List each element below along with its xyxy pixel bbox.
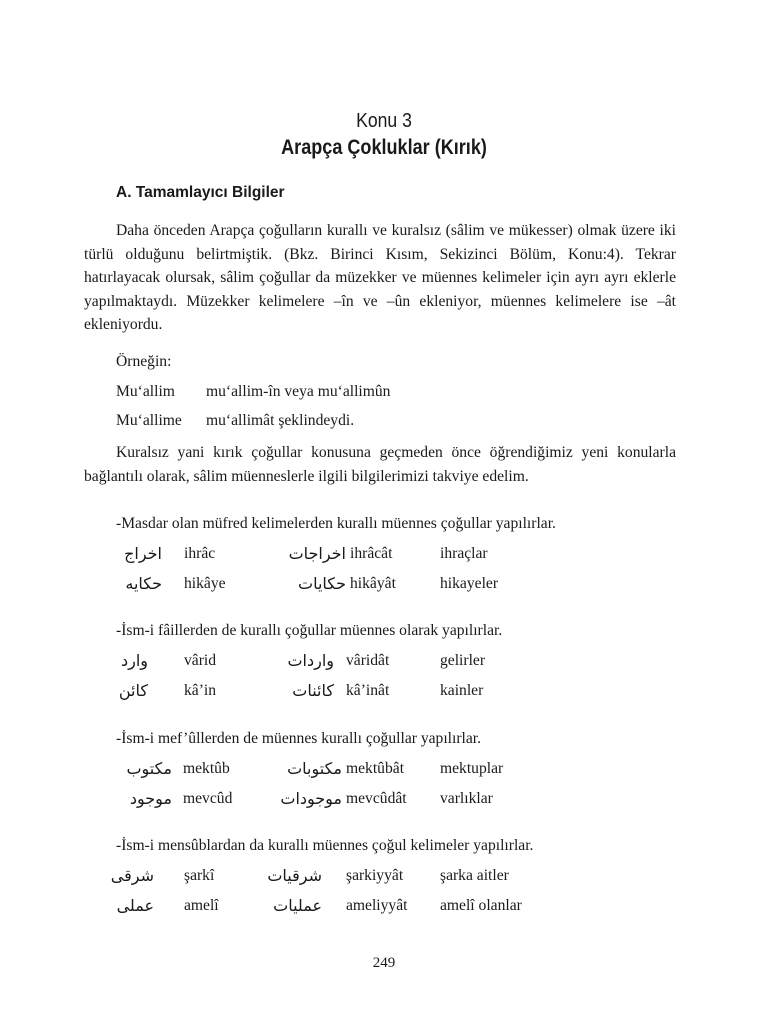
rule-2-row-2-meaning: kainler	[440, 682, 484, 699]
rule-4-row-1-meaning: şarka aitler	[440, 867, 509, 884]
rule-3-row-1-arabic-singular: مكتوب	[126, 759, 172, 778]
rule-4-row-1-arabic-plural: شرقيات	[267, 866, 322, 885]
transition-paragraph	[84, 441, 676, 488]
rule-4-row-1-arabic-singular: شرقى	[110, 866, 154, 885]
rule-4-text: -İsm-i mensûblardan da kurallı müennes çoğul kelimeler yapılırlar.	[116, 837, 534, 854]
rule-1-row-1-arabic-singular: اخراج	[124, 544, 162, 563]
rule-4-row-1-plural: şarkiyyât	[346, 867, 404, 884]
intro-paragraph	[84, 219, 676, 337]
rule-2-row-2-plural: kâ’inât	[346, 682, 390, 699]
rule-3-row-2-meaning: varlıklar	[440, 790, 493, 807]
example-2-singular: Mu‘allime	[116, 412, 182, 429]
rule-2-row-2-arabic-singular: كائن	[118, 681, 148, 700]
rule-1-row-1-singular: ihrâc	[184, 545, 216, 562]
rule-3-row-2-arabic-singular: موجود	[129, 789, 172, 808]
intro-paragraph-text: Daha önceden Arapça çoğulların kurallı ve kuralsız (sâlim ve mükesser) olmak üzere iki türlü olduğunu belirtmiştik. (Bkz. Birinci Kısım, Sekizinci Bölüm, Konu:4). Tekrar hatırlayacak olursak, sâlim çoğullar da müzekker ve müennes kelimeler için ayrı ayrı eklerle yapılmaktaydı. Müzekker kelimelere –în ve –ûn ekleniyor, müennes kelimelere ise –ât ekleniyordu.	[84, 222, 676, 333]
page-title: Arapça Çokluklar (Kırık)	[281, 136, 487, 159]
chapter-label: Konu 3	[356, 110, 412, 132]
rule-2-row-1-arabic-singular: وارد	[120, 651, 148, 670]
rule-3-text: -İsm-i mef’ûllerden de müennes kurallı çoğullar yapılırlar.	[116, 730, 482, 747]
rule-1-text: -Masdar olan müfred kelimelerden kurallı müennes çoğullar yapılırlar.	[116, 515, 556, 532]
rule-2-text: -İsm-i fâillerden de kurallı çoğullar müennes olarak yapılırlar.	[116, 622, 503, 639]
rule-3-row-2-singular: mevcûd	[183, 790, 233, 807]
rule-4-row-2-arabic-plural: عمليات	[273, 896, 322, 915]
page-number: 249	[372, 955, 396, 971]
rule-2-row-1-plural: vâridât	[346, 652, 390, 669]
example-1-plural: mu‘allim-în veya mu‘allimûn	[206, 383, 391, 400]
rule-2-row-1-arabic-plural: واردات	[287, 651, 334, 670]
rule-4-row-2-meaning: amelî olanlar	[440, 897, 522, 914]
example-label: Örneğin:	[116, 353, 172, 370]
example-1-singular: Mu‘allim	[116, 383, 175, 400]
rule-1-row-2-arabic-singular: حكايه	[125, 574, 162, 593]
transition-paragraph-text: Kuralsız yani kırık çoğullar konusuna geçmeden önce öğrendiğimiz yeni konularla bağlantılı olarak, sâlim müenneslerle ilgili bilgilerimizi takviye edelim.	[84, 444, 676, 485]
section-heading: A. Tamamlayıcı Bilgiler	[116, 184, 285, 201]
rule-1-row-2-singular: hikâye	[184, 575, 226, 592]
rule-2-row-1-singular: vârid	[184, 652, 217, 669]
rule-3-row-1-arabic-plural: مكتوبات	[287, 759, 342, 778]
rule-3-row-2-plural: mevcûdât	[346, 790, 407, 807]
rule-3-row-1-meaning: mektuplar	[440, 760, 504, 777]
rule-4-row-2-singular: amelî	[184, 897, 219, 914]
rule-3-row-2-arabic-plural: موجودات	[280, 789, 342, 808]
rule-2-row-2-arabic-plural: كائنات	[292, 681, 334, 700]
rule-1-row-2-arabic-plural: حكايات	[298, 574, 346, 593]
rule-2-row-2-singular: kâ’in	[184, 682, 217, 699]
rule-1-row-2-meaning: hikayeler	[440, 575, 499, 592]
rule-3-row-1-singular: mektûb	[183, 760, 230, 777]
rule-2-row-1-meaning: gelirler	[440, 652, 486, 669]
rule-4-row-2-arabic-singular: عملى	[116, 896, 154, 915]
rule-1-row-1-meaning: ihraçlar	[440, 545, 488, 562]
rule-1-row-1-plural: ihrâcât	[350, 545, 393, 562]
rule-4-row-1-singular: şarkî	[184, 867, 215, 884]
rule-1-row-1-arabic-plural: اخراجات	[288, 544, 346, 563]
rule-4-row-2-plural: ameliyyât	[346, 897, 408, 914]
example-2-plural: mu‘allimât şeklindeydi.	[206, 412, 355, 429]
rule-1-row-2-plural: hikâyât	[350, 575, 396, 592]
rule-3-row-1-plural: mektûbât	[346, 760, 405, 777]
